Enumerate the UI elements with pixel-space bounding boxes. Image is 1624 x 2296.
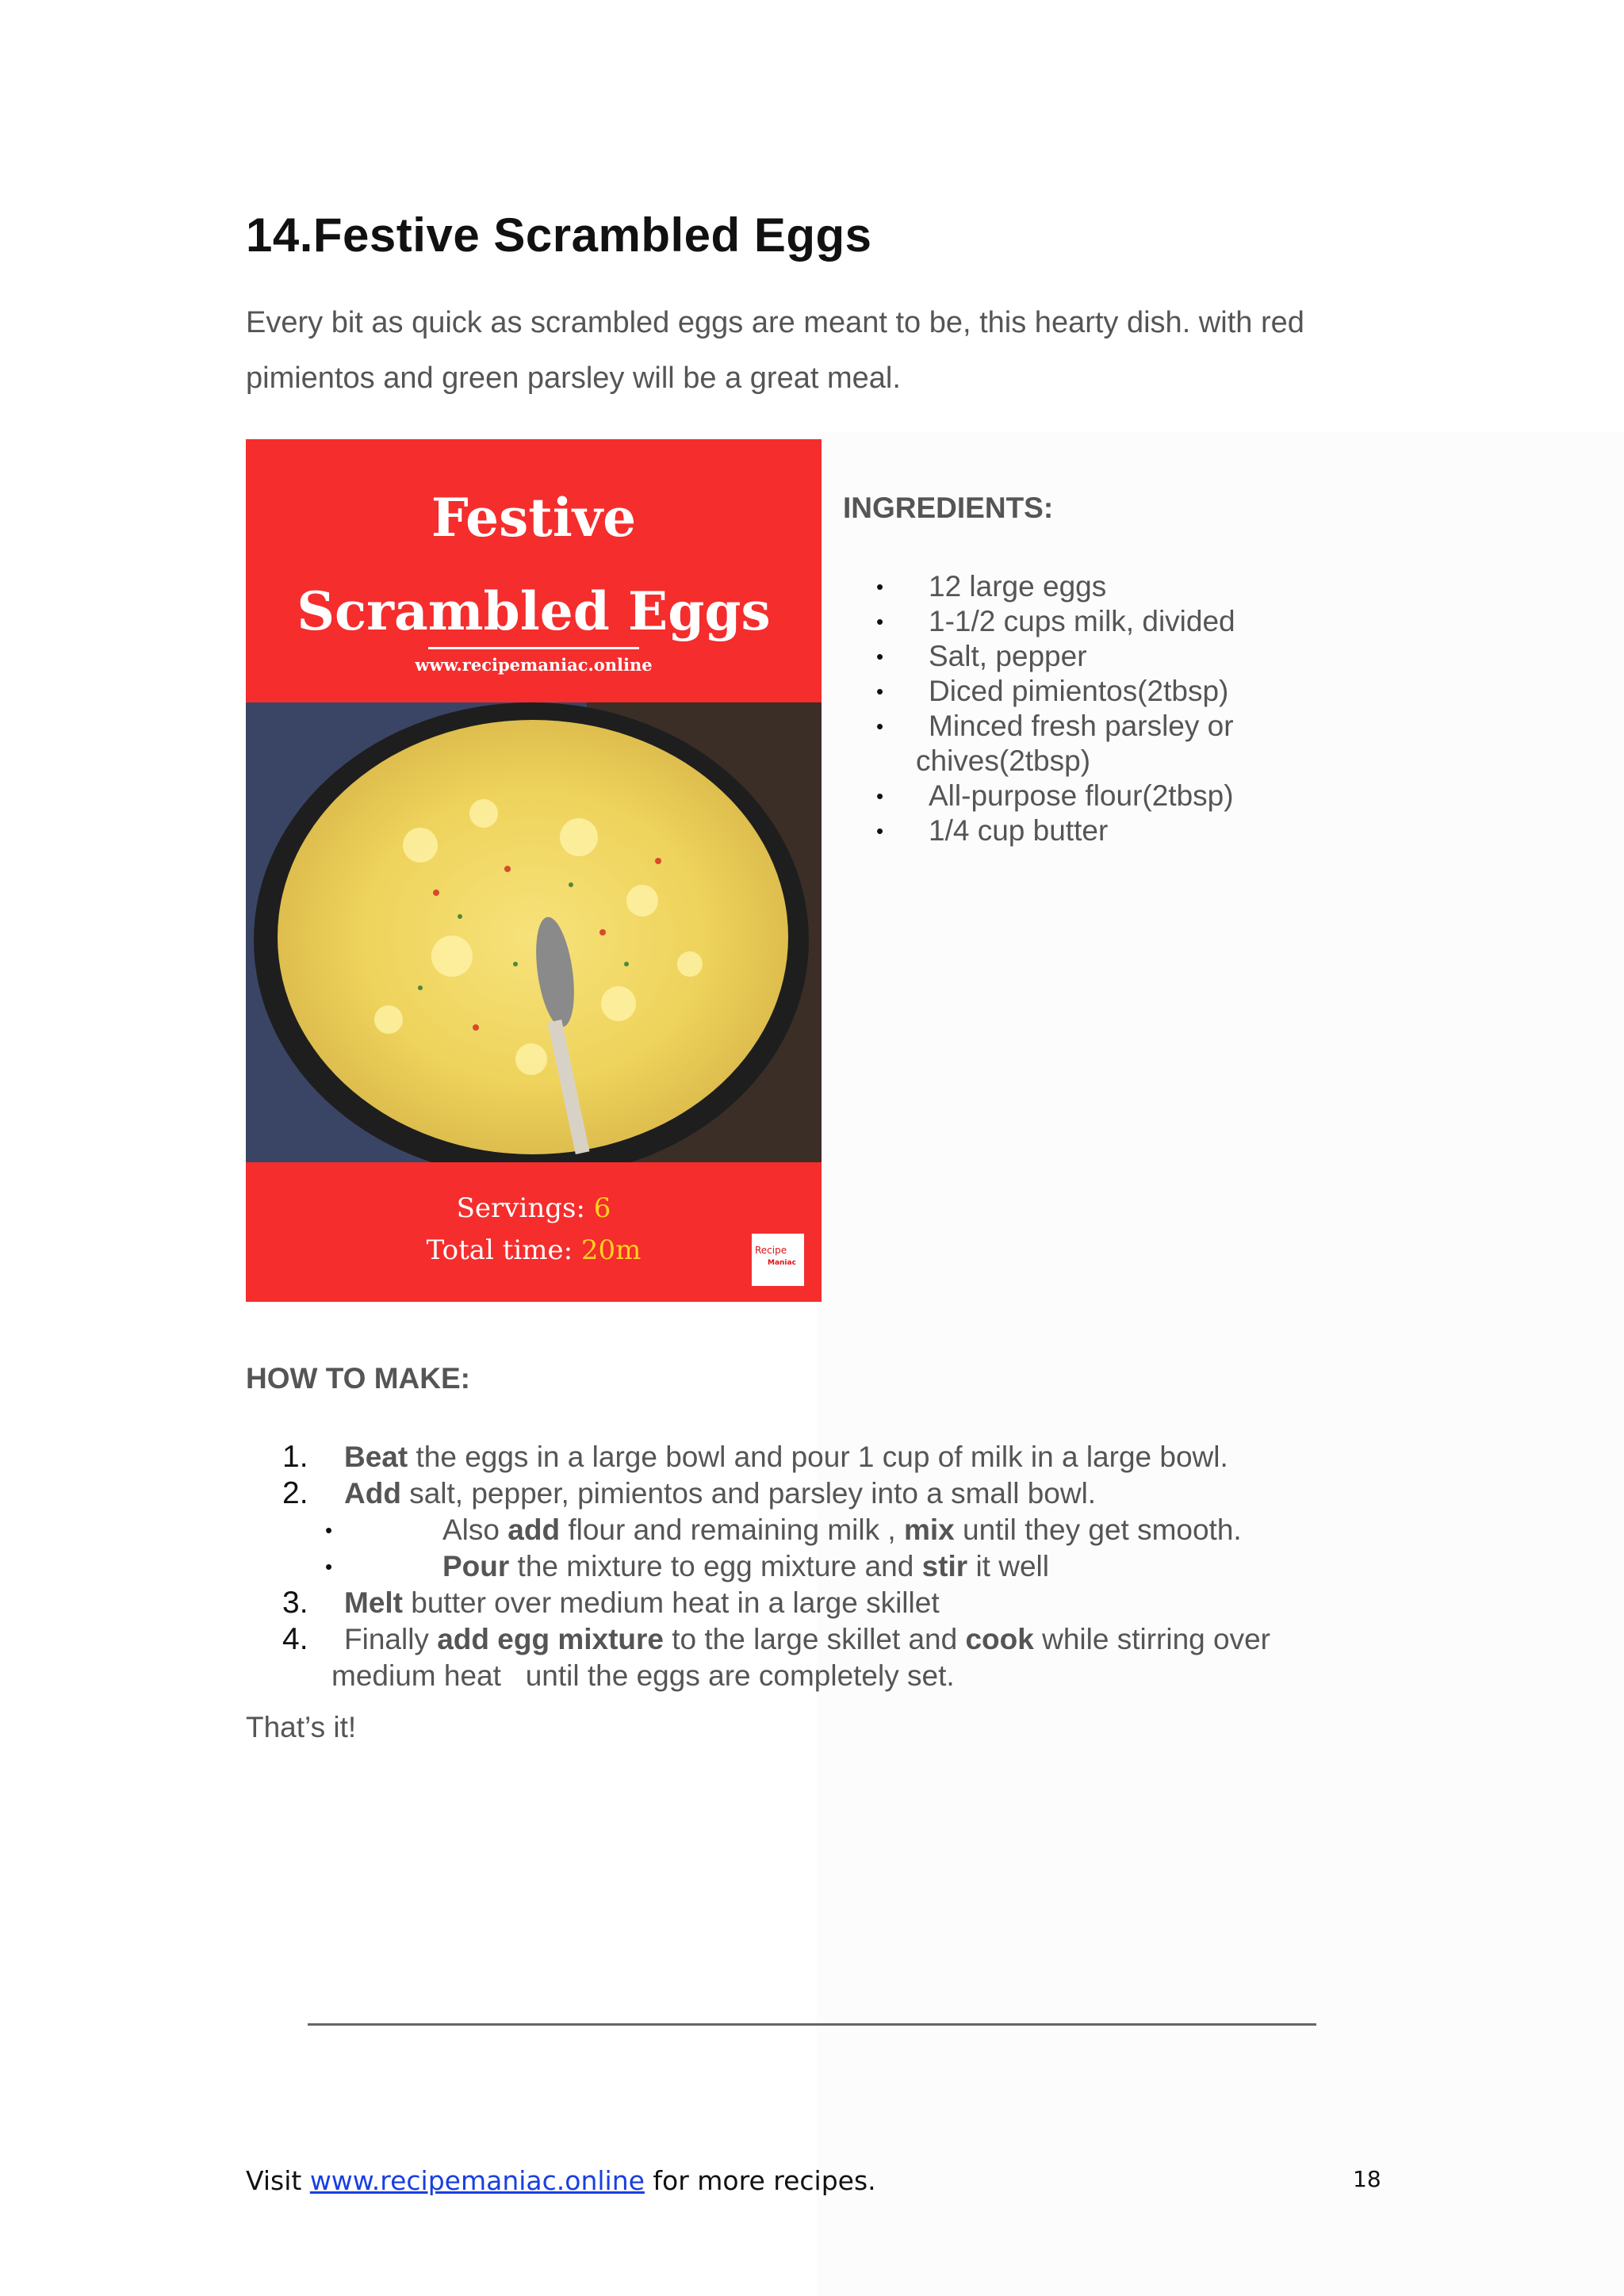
- card-title-rule: [428, 647, 639, 649]
- time-label: Total time:: [426, 1234, 573, 1266]
- step-2: 2. Add salt, pepper, pimientos and parsley into a small bowl.: [282, 1476, 1097, 1510]
- list-item: • Diced pimientos(2tbsp): [876, 675, 1229, 707]
- step-1: 1. Beat the eggs in a large bowl and pour 1 cup of milk in a large bowl.: [282, 1440, 1228, 1474]
- recipe-maniac-logo: Recipe Maniac: [752, 1234, 804, 1286]
- servings-value: 6: [593, 1192, 611, 1224]
- footer-divider: [308, 2023, 1316, 2026]
- list-item: • All-purpose flour(2tbsp): [876, 779, 1234, 812]
- list-item: • Minced fresh parsley or chives(2tbsp): [876, 710, 1234, 777]
- recipe-title: 14.Festive Scrambled Eggs: [246, 209, 872, 262]
- step-3: 3. Melt butter over medium heat in a large skillet: [282, 1586, 940, 1620]
- recipe-intro: Every bit as quick as scrambled eggs are meant to be, this hearty dish. with red pimientos and green parsley will be a great meal.: [246, 306, 1304, 395]
- skillet-illustration: [246, 702, 822, 1162]
- step-4: 4. Finally add egg mixture to the large skillet and cook while stirring over medium heat until the eggs are completely set.: [282, 1622, 1270, 1692]
- card-title-line2: Scrambled Eggs: [297, 580, 771, 642]
- card-servings: [246, 1192, 822, 1224]
- ingredients-heading: INGREDIENTS:: [843, 492, 1054, 524]
- list-item: • Salt, pepper: [876, 640, 1087, 672]
- card-total-time: [246, 1234, 822, 1266]
- scrambled-eggs-photo: [246, 702, 822, 1162]
- servings-label: Servings:: [456, 1192, 585, 1224]
- closing-text: That’s it!: [246, 1711, 357, 1743]
- recipe-card-image: [246, 439, 822, 1302]
- website-link[interactable]: www.recipemaniac.online: [309, 2165, 645, 2196]
- how-to-make-heading: HOW TO MAKE:: [246, 1362, 470, 1395]
- substep-2: • Pour the mixture to egg mixture and stir it well: [325, 1550, 1049, 1582]
- time-value: 20m: [580, 1234, 642, 1266]
- page-number: 18: [1353, 2166, 1381, 2192]
- list-item: • 12 large eggs: [876, 570, 1107, 603]
- list-item: • 1-1/2 cups milk, divided: [876, 605, 1235, 637]
- steps-list: [246, 1439, 1372, 1694]
- footer-text: Visit www.recipemaniac.online for more recipes.: [246, 2165, 876, 2196]
- list-item: • 1/4 cup butter: [876, 814, 1109, 847]
- ingredients-list: [876, 569, 1235, 848]
- card-url: www.recipemaniac.online: [415, 655, 653, 675]
- card-title-line1: Festive: [431, 487, 637, 549]
- substep-1: • Also add flour and remaining milk , mix until they get smooth.: [325, 1513, 1242, 1546]
